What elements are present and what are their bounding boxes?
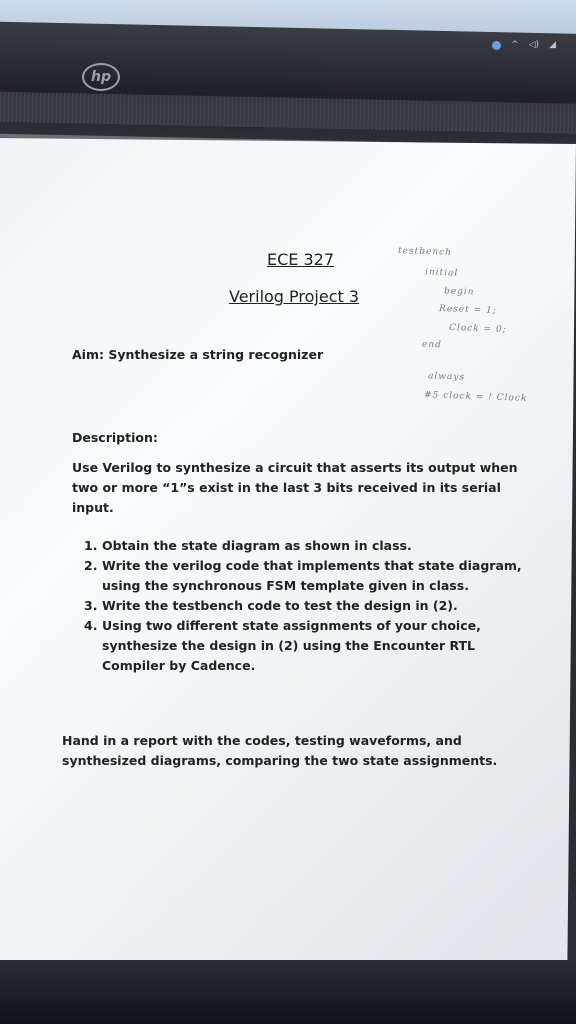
handwritten-note: testbench xyxy=(397,246,453,258)
handwritten-note: #5 clock = ! Clock xyxy=(423,390,528,404)
list-item xyxy=(84,616,539,676)
list-item xyxy=(84,596,539,616)
list-number: 1. xyxy=(84,538,98,553)
handwritten-note: begin xyxy=(443,286,475,298)
description-text: Use Verilog to synthesize a circuit that asserts its output when two or more “1”s exist in the last 3 bits received in its serial input. xyxy=(72,460,518,515)
list-text: Write the verilog code that implements that state diagram, using the synchronous FSM template given in class. xyxy=(102,558,522,593)
list-number: 2. xyxy=(84,558,98,573)
list-text: Write the testbench code to test the design in (2). xyxy=(102,598,458,613)
list-number: 4. xyxy=(84,618,98,633)
handwritten-note: initial xyxy=(424,267,459,279)
list-item xyxy=(84,536,539,556)
hand-in-instructions: Hand in a report with the codes, testing waveforms, and synthesized diagrams, comparing the two state assignments. xyxy=(62,733,498,768)
system-tray xyxy=(492,40,556,50)
hp-logo: hp xyxy=(82,63,120,91)
project-title: Verilog Project 3 xyxy=(229,287,360,306)
wifi-icon xyxy=(492,41,501,50)
handwritten-note: Clock = 0; xyxy=(448,322,507,336)
list-text: Obtain the state diagram as shown in class. xyxy=(102,538,412,553)
list-item xyxy=(84,556,539,596)
handwritten-note: Reset = 1; xyxy=(438,303,497,317)
handwritten-note: always xyxy=(427,371,466,383)
network-icon: ◢ xyxy=(549,40,556,50)
list-number: 3. xyxy=(84,598,98,613)
task-list xyxy=(84,536,539,676)
volume-icon: ◁) xyxy=(528,40,540,50)
aim-text: Aim: Synthesize a string recognizer xyxy=(72,347,324,362)
handwritten-note: end xyxy=(421,339,443,351)
list-text: Using two different state assignments of your choice, synthesize the design in (2) using the Encounter RTL Compiler by Cadence. xyxy=(102,618,481,673)
laptop-hinge xyxy=(0,91,576,134)
course-title: ECE 327 xyxy=(267,250,335,269)
desk-bottom xyxy=(0,960,576,1024)
description-heading: Description: xyxy=(72,430,158,445)
chevron-up-icon: ^ xyxy=(511,40,519,50)
